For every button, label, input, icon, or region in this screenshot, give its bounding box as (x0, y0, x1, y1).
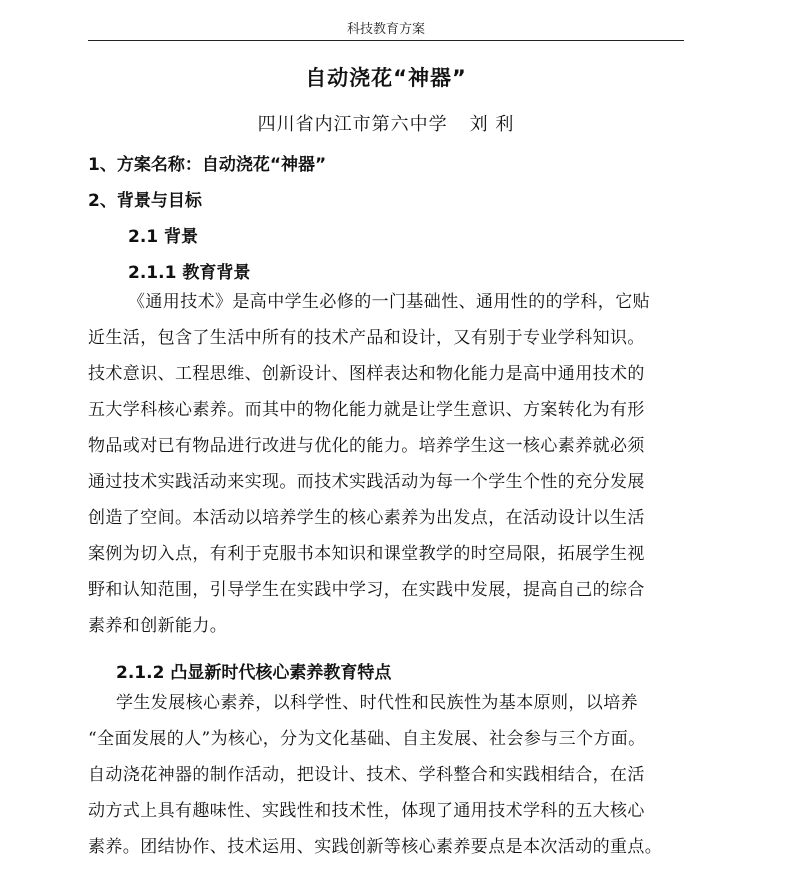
paragraph-line: 素养和创新能力。 (88, 616, 228, 636)
paragraph-line: 案例为切入点，有利于克服书本知识和课堂教学的时空局限，拓展学生视 (88, 544, 645, 564)
paragraph-line: 五大学科核心素养。而其中的物化能力就是让学生意识、方案转化为有形 (88, 400, 645, 420)
document-title: 自动浇花“神器” (305, 66, 467, 90)
paragraph-line: 近生活，包含了生活中所有的技术产品和设计，又有别于专业学科知识。 (88, 328, 645, 348)
paragraph-line: 创造了空间。本活动以培养学生的核心素养为出发点，在活动设计以生活 (88, 508, 645, 528)
section-heading-1: 1、方案名称：自动浇花“神器” (88, 155, 327, 175)
paragraph-education-background (88, 284, 688, 644)
paragraph-core-literacy (88, 685, 688, 865)
header-rule (88, 40, 684, 41)
paragraph-line: 野和认知范围，引导学生在实践中学习，在实践中发展，提高自己的综合 (88, 580, 645, 600)
running-header: 科技教育方案 (346, 22, 425, 37)
paragraph-line: 素养。团结协作、技术运用、实践创新等核心素养要点是本次活动的重点。 (88, 837, 663, 857)
paragraph-line: 学生发展核心素养，以科学性、时代性和民族性为基本原则，以培养 (116, 693, 638, 713)
section-heading-2-1-1: 2.1.1 教育背景 (128, 263, 251, 283)
paragraph-line: 技术意识、工程思维、创新设计、图样表达和物化能力是高中通用技术的 (88, 364, 645, 384)
paragraph-line: 物品或对已有物品进行改进与优化的能力。培养学生这一核心素养就必须 (88, 436, 645, 456)
paragraph-line: “全面发展的人”为核心，分为文化基础、自主发展、社会参与三个方面。 (88, 729, 646, 749)
paragraph-line: 自动浇花神器的制作活动，把设计、技术、学科整合和实践相结合，在活 (88, 765, 645, 785)
section-heading-2-1-2: 2.1.2 凸显新时代核心素养教育特点 (116, 663, 392, 683)
author-line (88, 110, 684, 136)
paragraph-line: 《通用技术》是高中学生必修的一门基础性、通用性的的学科，它贴 (128, 292, 650, 312)
paragraph-line: 动方式上具有趣味性、实践性和技术性，体现了通用技术学科的五大核心 (88, 801, 645, 821)
author-name: 刘 利 (469, 114, 515, 135)
section-heading-2: 2、背景与目标 (88, 191, 202, 211)
author-org: 四川省内江市第六中学 (257, 114, 448, 135)
paragraph-line: 通过技术实践活动来实现。而技术实践活动为每一个学生个性的充分发展 (88, 472, 645, 492)
section-heading-2-1: 2.1 背景 (128, 227, 199, 247)
